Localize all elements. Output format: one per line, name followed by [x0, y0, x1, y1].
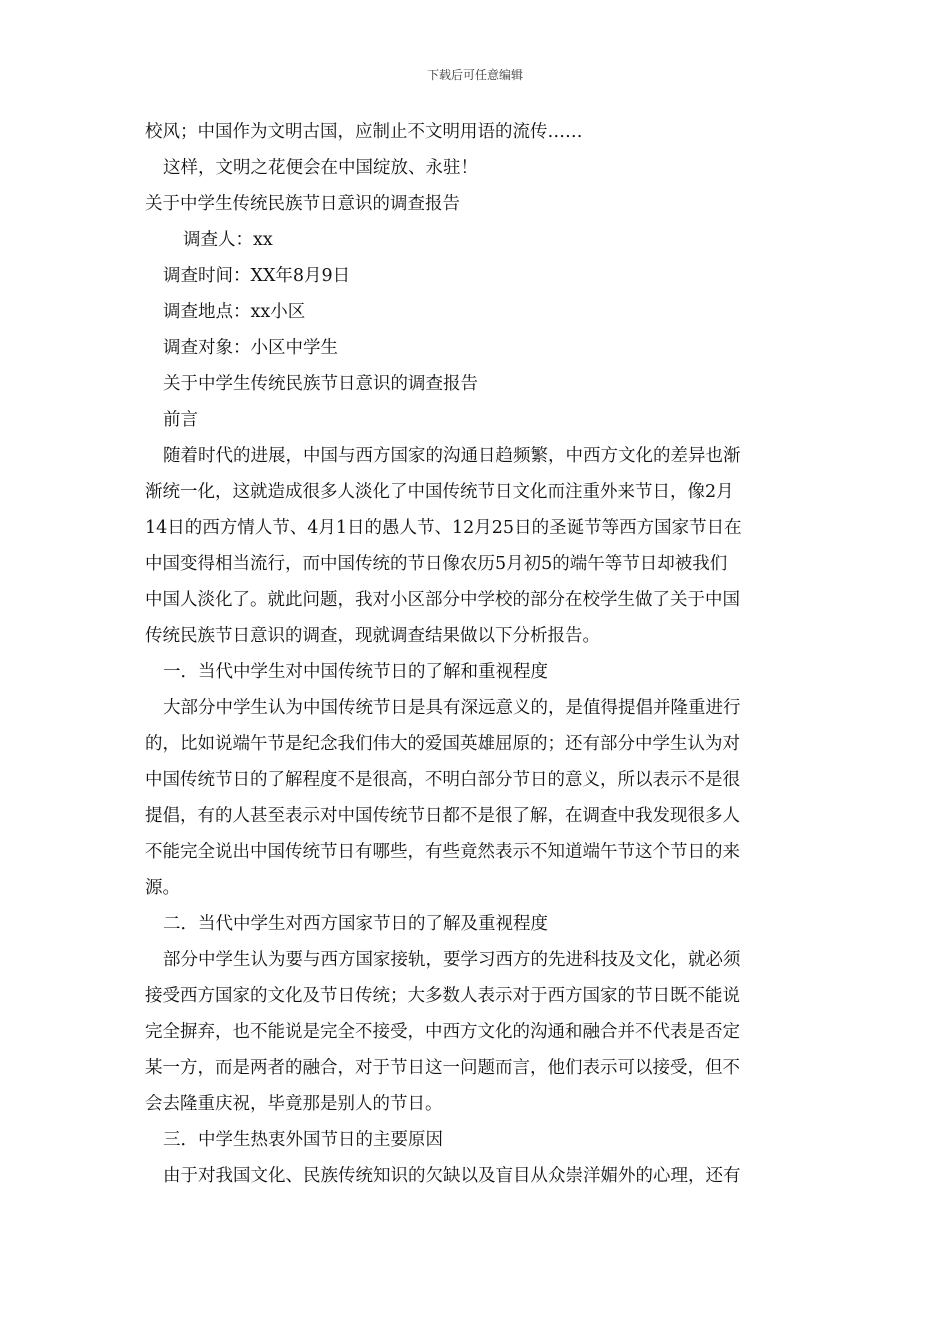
- text-line: 大部分中学生认为中国传统节日是具有深远意义的，是值得提倡并隆重进行: [163, 698, 741, 718]
- text-line: 的，比如说端午节是纪念我们伟大的爱国英雄屈原的；还有部分中学生认为对: [145, 734, 740, 754]
- text-line: 完全摒弃，也不能说是完全不接受，中西方文化的沟通和融合并不代表是否定: [145, 1022, 740, 1042]
- text-line: 调查时间：XX年8月9日: [163, 266, 351, 286]
- text-line: 传统民族节日意识的调查，现就调查结果做以下分析报告。: [145, 626, 600, 646]
- text-line: 渐统一化，这就造成很多人淡化了中国传统节日文化而注重外来节日，像2月: [145, 482, 734, 502]
- text-line: 调查人：xx: [183, 230, 273, 250]
- text-line: 调查对象：小区中学生: [163, 338, 338, 358]
- text-line: 关于中学生传统民族节日意识的调查报告: [145, 194, 460, 214]
- page-header: 下载后可任意编辑: [426, 68, 523, 82]
- document-body: [145, 118, 810, 1198]
- text-line: 随着时代的进展，中国与西方国家的沟通日趋频繁，中西方文化的差异也渐: [163, 446, 741, 466]
- text-line: 这样，文明之花便会在中国绽放、永驻！: [163, 158, 478, 178]
- text-line: 校风；中国作为文明古国，应制止不文明用语的流传……: [145, 122, 583, 142]
- text-line: 中国传统节日的了解程度不是很高，不明白部分节日的意义，所以表示不是很: [145, 770, 740, 790]
- text-line: 关于中学生传统民族节日意识的调查报告: [163, 374, 478, 394]
- text-line: 由于对我国文化、民族传统知识的欠缺以及盲目从众崇洋媚外的心理，还有: [163, 1166, 741, 1186]
- text-line: 部分中学生认为要与西方国家接轨，要学习西方的先进科技及文化，就必须: [163, 950, 741, 970]
- text-line: 某一方，而是两者的融合，对于节日这一问题而言，他们表示可以接受，但不: [145, 1058, 740, 1078]
- text-line: 会去隆重庆祝，毕竟那是别人的节日。: [145, 1094, 443, 1114]
- text-line: 调查地点：xx小区: [163, 302, 306, 322]
- text-line: 提倡，有的人甚至表示对中国传统节日都不是很了解，在调查中我发现很多人: [145, 806, 740, 826]
- text-line: 一．当代中学生对中国传统节日的了解和重视程度: [163, 662, 548, 682]
- text-line: 二．当代中学生对西方国家节日的了解及重视程度: [163, 914, 548, 934]
- text-line: 三．中学生热衷外国节日的主要原因: [163, 1130, 443, 1150]
- text-line: 中国变得相当流行，而中国传统的节日像农历5月初5的端午等节日却被我们: [145, 554, 728, 574]
- text-line: 14日的西方情人节、4月1日的愚人节、12月25日的圣诞节等西方国家节日在: [145, 518, 742, 538]
- text-line: 不能完全说出中国传统节日有哪些，有些竟然表示不知道端午节这个节日的来: [145, 842, 740, 862]
- text-line: 前言: [163, 410, 198, 430]
- text-line: 源。: [145, 878, 180, 898]
- text-line: 接受西方国家的文化及节日传统；大多数人表示对于西方国家的节日既不能说: [145, 986, 740, 1006]
- text-line: 中国人淡化了。就此问题，我对小区部分中学校的部分在校学生做了关于中国: [145, 590, 740, 610]
